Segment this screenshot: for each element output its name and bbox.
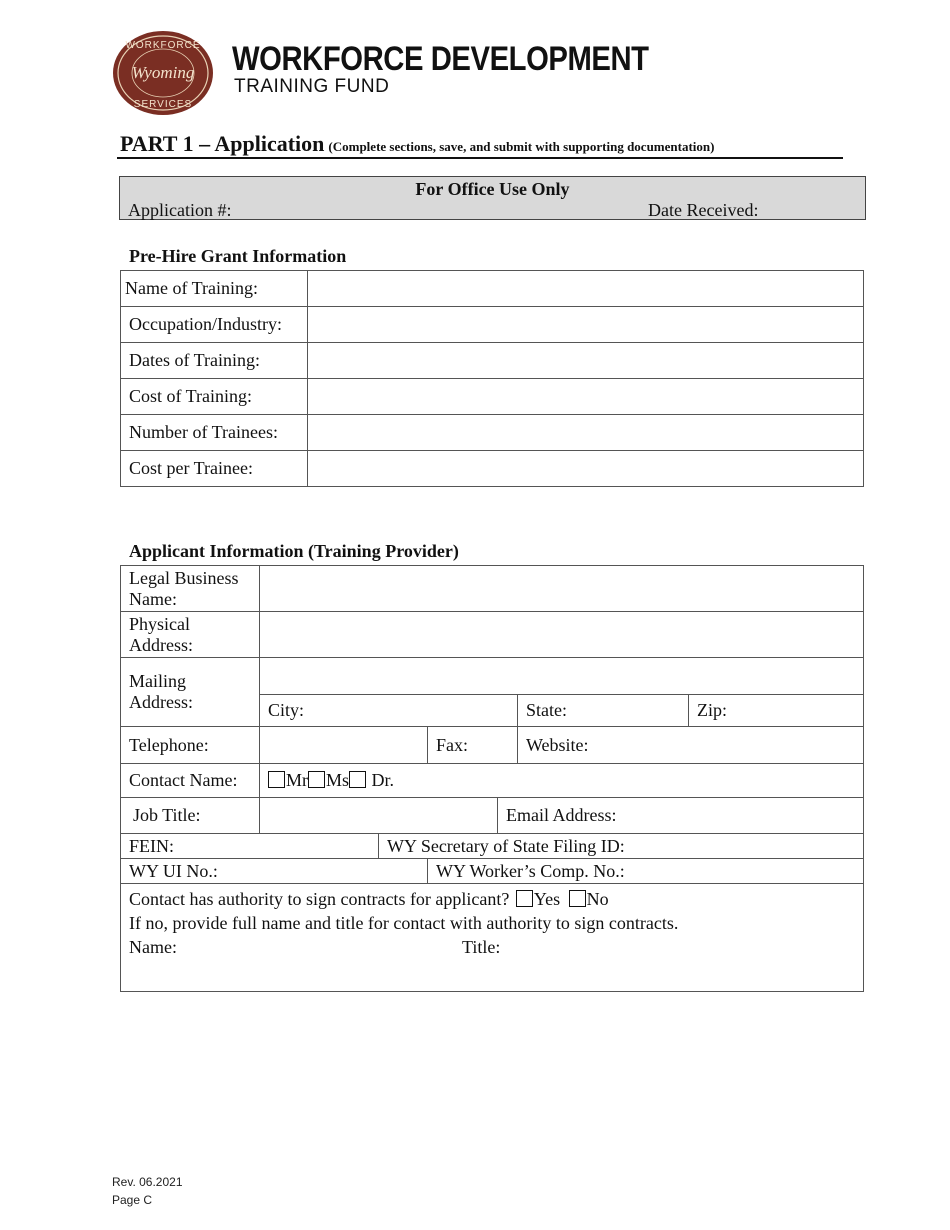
authority-question: Contact has authority to sign contracts for applicant?	[129, 889, 510, 909]
wyoming-workforce-seal-logo	[112, 30, 214, 116]
table-row	[121, 834, 864, 859]
city-field[interactable]	[260, 695, 518, 727]
table-row	[121, 379, 864, 415]
cost-of-training-field[interactable]	[308, 379, 864, 415]
page-label: Page C	[112, 1193, 153, 1207]
state-label: State:	[526, 700, 567, 720]
dr-checkbox[interactable]	[349, 771, 366, 788]
mailing-address-field[interactable]	[260, 658, 864, 695]
table-row	[121, 612, 864, 658]
authority-instruction: If no, provide full name and title for contact with authority to sign contracts.	[129, 913, 679, 933]
email-field[interactable]	[498, 798, 864, 834]
contact-name-field[interactable]	[260, 764, 864, 798]
zip-field[interactable]	[689, 695, 864, 727]
cost-per-trainee-label: Cost per Trainee:	[121, 451, 308, 487]
name-of-training-field[interactable]	[308, 271, 864, 307]
fein-label: FEIN:	[129, 835, 174, 856]
fax-field[interactable]	[428, 727, 518, 764]
email-label: Email Address:	[506, 805, 617, 825]
workers-comp-label: WY Worker’s Comp. No.:	[436, 860, 625, 881]
part-heading	[120, 131, 714, 157]
prehire-table	[120, 270, 864, 487]
telephone-label: Telephone:	[121, 727, 260, 764]
brand-subtitle: TRAINING FUND	[234, 76, 390, 97]
date-received-label: Date Received:	[648, 200, 759, 220]
mr-checkbox[interactable]	[268, 771, 285, 788]
state-field[interactable]	[518, 695, 689, 727]
ms-checkbox[interactable]	[308, 771, 325, 788]
table-row	[121, 343, 864, 379]
prehire-section-title: Pre-Hire Grant Information	[129, 246, 347, 266]
job-title-label: Job Title:	[121, 798, 260, 834]
authority-cell	[121, 884, 864, 992]
telephone-field[interactable]	[260, 727, 428, 764]
seal-top-text: WORKFORCE	[125, 40, 201, 51]
workers-comp-field[interactable]	[428, 859, 864, 884]
mailing-address-label: Mailing Address:	[121, 658, 260, 727]
website-label: Website:	[526, 734, 589, 755]
part-title: PART 1 – Application	[120, 131, 325, 156]
number-of-trainees-label: Number of Trainees:	[121, 415, 308, 451]
occupation-industry-field[interactable]	[308, 307, 864, 343]
table-row	[121, 658, 864, 695]
table-row	[121, 764, 864, 798]
occupation-industry-label: Occupation/Industry:	[121, 307, 308, 343]
dates-of-training-label: Dates of Training:	[121, 343, 308, 379]
applicant-table	[120, 565, 864, 992]
table-row	[121, 307, 864, 343]
no-checkbox[interactable]	[569, 890, 586, 907]
fein-field[interactable]	[121, 834, 379, 859]
sos-filing-id-label: WY Secretary of State Filing ID:	[387, 835, 625, 856]
legal-business-name-field[interactable]	[260, 566, 864, 612]
table-row	[121, 271, 864, 307]
table-row	[121, 798, 864, 834]
dates-of-training-field[interactable]	[308, 343, 864, 379]
table-row	[121, 415, 864, 451]
legal-business-name-label: Legal Business Name:	[121, 566, 260, 612]
sos-filing-id-field[interactable]	[379, 834, 864, 859]
fax-label: Fax:	[436, 734, 469, 755]
no-label: No	[586, 889, 609, 909]
number-of-trainees-field[interactable]	[308, 415, 864, 451]
yes-label: Yes	[533, 889, 561, 909]
cost-of-training-label: Cost of Training:	[121, 379, 308, 415]
physical-address-field[interactable]	[260, 612, 864, 658]
ms-label: Ms	[326, 770, 350, 790]
table-row	[121, 727, 864, 764]
table-row	[121, 884, 864, 992]
applicant-section-title: Applicant Information (Training Provider)	[129, 541, 459, 561]
mr-label: Mr	[286, 770, 308, 790]
ui-number-label: WY UI No.:	[129, 860, 218, 881]
authority-name-label[interactable]: Name:	[129, 937, 177, 957]
physical-address-label: Physical Address:	[121, 612, 260, 658]
heading-rule	[117, 157, 843, 159]
table-row	[121, 451, 864, 487]
office-use-title: For Office Use Only	[415, 179, 570, 199]
office-use-box	[119, 176, 866, 220]
part-note: (Complete sections, save, and submit with supporting documentation)	[328, 139, 715, 154]
authority-title-label[interactable]: Title:	[462, 937, 501, 957]
cost-per-trainee-field[interactable]	[308, 451, 864, 487]
website-field[interactable]	[518, 727, 864, 764]
authority-name-title-line	[129, 935, 855, 959]
table-row	[121, 859, 864, 884]
brand-title: WORKFORCE DEVELOPMENT	[232, 40, 649, 78]
authority-question-line	[129, 887, 855, 911]
application-number-label: Application #:	[128, 200, 232, 220]
yes-checkbox[interactable]	[516, 890, 533, 907]
job-title-field[interactable]	[260, 798, 498, 834]
seal-bottom-text: SERVICES	[133, 99, 193, 110]
dr-label: Dr.	[371, 770, 395, 790]
city-label: City:	[268, 700, 305, 720]
seal-center-text: Wyoming	[131, 63, 195, 82]
zip-label: Zip:	[697, 700, 727, 720]
name-of-training-label: Name of Training:	[121, 271, 308, 307]
ui-number-field[interactable]	[121, 859, 428, 884]
contact-name-label: Contact Name:	[121, 764, 260, 798]
revision-text: Rev. 06.2021	[112, 1175, 183, 1189]
table-row	[121, 566, 864, 612]
